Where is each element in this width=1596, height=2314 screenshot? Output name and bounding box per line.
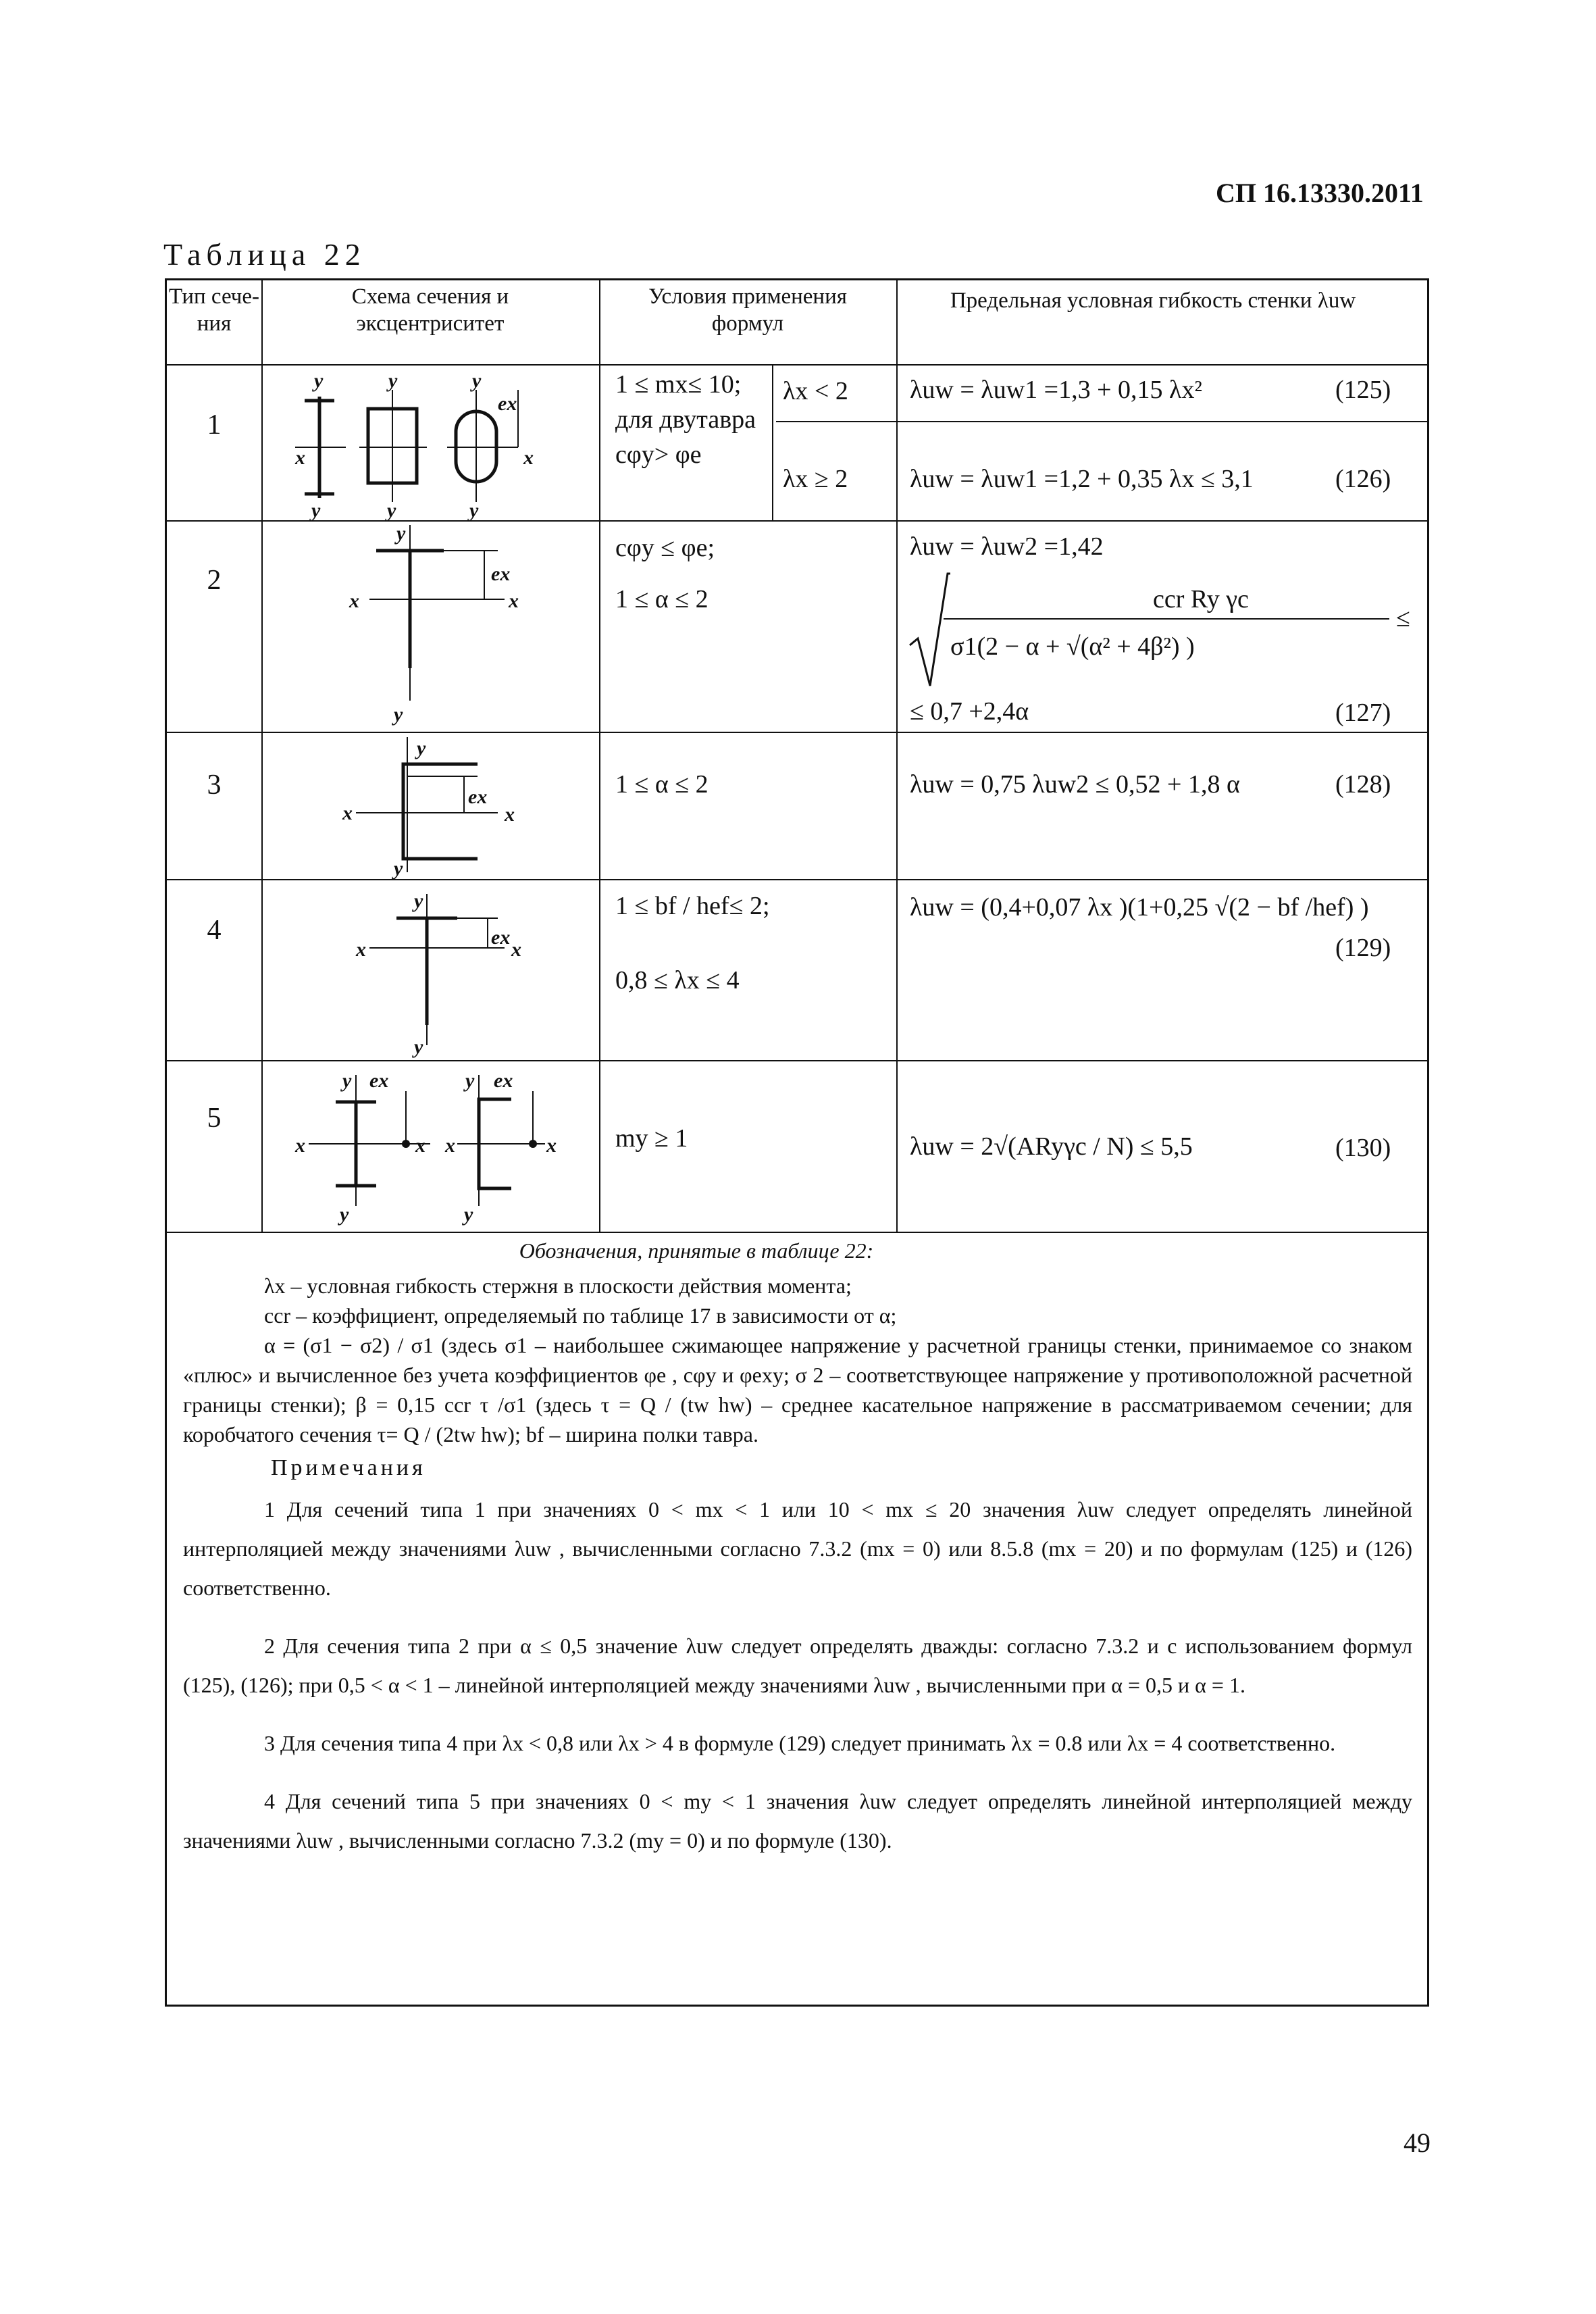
col-header-type: Тип сече- ния bbox=[168, 284, 259, 336]
table-22 bbox=[165, 278, 1429, 2007]
col-header-conditions: Условия применения формул bbox=[648, 284, 847, 336]
formula-130: λuw = 2√(ARyγc / N) ≤ 5,5 bbox=[910, 1132, 1193, 1161]
svg-text:y: y bbox=[394, 857, 403, 880]
remarks-title: Примечания bbox=[271, 1455, 426, 1480]
section-scheme-4 bbox=[356, 883, 572, 1059]
definition: ccr – коэффициент, определяемый по таблице 17 в зависимости от α; bbox=[264, 1303, 897, 1328]
eq-number: (130) bbox=[1335, 1134, 1391, 1162]
row1-subcondition: λx ≥ 2 bbox=[783, 465, 848, 493]
remark: 1 Для сечений типа 1 при значениях 0 < mx < 1 или 10 < mx ≤ 20 значения λuw следует определять линейной интерполяцией между значениями λuw , вычисленными согласно 7.3.2 (mx = 0) или 8.5.8 (mx = 20) и по формулам (125) и (126) соответственно. bbox=[183, 1497, 1412, 1600]
eq-number: (129) bbox=[1335, 934, 1391, 962]
svg-text:y: y bbox=[465, 1070, 475, 1092]
svg-text:y: y bbox=[387, 499, 396, 522]
svg-text:y: y bbox=[342, 1070, 352, 1092]
formula-129: λuw = (0,4+0,07 λx )(1+0,25 √(2 − bf /hef) ) bbox=[910, 893, 1369, 922]
svg-text:y: y bbox=[414, 1036, 423, 1058]
table-notes bbox=[183, 1230, 1412, 1879]
row1-subcondition: λx < 2 bbox=[783, 377, 848, 405]
page-number: 49 bbox=[1404, 2128, 1431, 2158]
svg-text:ex: ex bbox=[491, 563, 511, 585]
row3-condition: 1 ≤ α ≤ 2 bbox=[615, 770, 709, 799]
remark: 3 Для сечения типа 4 при λx < 0,8 или λx > 4 в формуле (129) следует принимать λx = 0.8 или λx = 4 соответственно. bbox=[264, 1731, 1336, 1755]
svg-text:ex: ex bbox=[468, 786, 488, 808]
svg-text:y: y bbox=[388, 370, 398, 392]
row-number: 3 bbox=[207, 770, 222, 801]
formula-127-top: λuw = λuw2 =1,42 bbox=[910, 532, 1104, 561]
row2-condition: cφy ≤ φe; bbox=[615, 534, 715, 562]
svg-text:y: y bbox=[340, 1203, 349, 1226]
svg-text:x: x bbox=[356, 938, 366, 961]
radical-icon bbox=[910, 571, 950, 693]
svg-text:y: y bbox=[311, 499, 321, 522]
svg-text:x: x bbox=[505, 803, 515, 826]
definition: λx – условная гибкость стержня в плоскости действия момента; bbox=[264, 1274, 852, 1298]
svg-text:y: y bbox=[414, 890, 423, 912]
row5-condition: my ≥ 1 bbox=[615, 1124, 688, 1153]
svg-text:x: x bbox=[445, 1134, 455, 1157]
svg-text:ex: ex bbox=[369, 1070, 389, 1092]
notes-heading: Обозначения, принятые в таблице 22: bbox=[519, 1238, 874, 1263]
row4-condition: 0,8 ≤ λx ≤ 4 bbox=[615, 966, 740, 995]
row2-condition: 1 ≤ α ≤ 2 bbox=[615, 585, 709, 613]
svg-text:x: x bbox=[511, 938, 521, 961]
svg-text:y: y bbox=[417, 737, 426, 759]
svg-text:y: y bbox=[472, 370, 482, 392]
remark: 2 Для сечения типа 2 при α ≤ 0,5 значение λuw следует определять дважды: согласно 7.3.2 и с использованием формул (125), (126); при 0,5 < α < 1 – линейной интерполяцией между значениями λuw , вычисленными при α = 0,5 и α = 1. bbox=[183, 1634, 1412, 1697]
formula-127-bottom: ≤ 0,7 +2,4α bbox=[910, 697, 1029, 726]
formula-127-numerator: ccr Ry γc bbox=[1153, 585, 1249, 613]
svg-text:y: y bbox=[314, 370, 324, 392]
row-number: 5 bbox=[207, 1103, 222, 1134]
row-number: 4 bbox=[207, 915, 222, 946]
col-header-scheme: Схема сечения и эксцентриситет bbox=[351, 284, 509, 336]
row1-condition: 1 ≤ mx≤ 10; для двутавра cφy> φe bbox=[615, 370, 756, 469]
formula-127-le: ≤ bbox=[1396, 604, 1410, 632]
row-number: 2 bbox=[207, 565, 222, 596]
svg-text:x: x bbox=[415, 1134, 426, 1157]
eq-number: (125) bbox=[1335, 376, 1391, 404]
section-scheme-1 bbox=[295, 370, 579, 522]
svg-text:x: x bbox=[546, 1134, 557, 1157]
svg-text:y: y bbox=[464, 1203, 473, 1226]
svg-text:x: x bbox=[349, 590, 359, 612]
svg-text:x: x bbox=[523, 447, 534, 469]
row-number: 1 bbox=[207, 409, 222, 441]
formula-125: λuw = λuw1 =1,3 + 0,15 λx² bbox=[910, 376, 1202, 404]
svg-text:y: y bbox=[394, 703, 403, 726]
svg-text:y: y bbox=[396, 522, 406, 545]
standard-code: СП 16.13330.2011 bbox=[1216, 178, 1424, 208]
formula-128: λuw = 0,75 λuw2 ≤ 0,52 + 1,8 α bbox=[910, 770, 1240, 799]
svg-text:x: x bbox=[295, 1134, 305, 1157]
table-caption: Таблица 22 bbox=[163, 237, 366, 272]
formula-126: λuw = λuw1 =1,2 + 0,35 λx ≤ 3,1 bbox=[910, 465, 1254, 493]
remark: 4 Для сечений типа 5 при значениях 0 < my < 1 значения λuw следует определять линейной интерполяцией между значениями λuw , вычисленными согласно 7.3.2 (my = 0) и по формуле (130). bbox=[183, 1789, 1412, 1853]
svg-text:ex: ex bbox=[498, 393, 517, 415]
svg-text:y: y bbox=[469, 499, 479, 522]
svg-text:ex: ex bbox=[491, 926, 511, 949]
formula-127-denominator: σ1(2 − α + √(α² + 4β²) ) bbox=[950, 632, 1195, 661]
svg-text:x: x bbox=[509, 590, 519, 612]
svg-text:x: x bbox=[342, 802, 353, 824]
section-scheme-2 bbox=[349, 522, 565, 728]
col-header-limit: Предельная условная гибкость стенки λuw bbox=[950, 288, 1356, 313]
svg-text:ex: ex bbox=[494, 1070, 513, 1092]
eq-number: (128) bbox=[1335, 770, 1391, 799]
svg-text:x: x bbox=[295, 447, 305, 469]
section-scheme-3 bbox=[342, 737, 572, 880]
row4-condition: 1 ≤ bf / hef≤ 2; bbox=[615, 892, 770, 920]
eq-number: (127) bbox=[1335, 699, 1391, 727]
eq-number: (126) bbox=[1335, 465, 1391, 493]
section-scheme-5 bbox=[295, 1064, 579, 1226]
definition: α = (σ1 − σ2) / σ1 (здесь σ1 – наибольшее сжимающее напряжение у расчетной границы стенки, принимаемое со знаком «плюс» и вычисленное без учета коэффициентов φe , cφy и φexy; σ 2 – соответствующее напряжение у противоположной расчетной границы стенки); β = 0,15 ccr τ /σ1 (здесь τ = Q / (tw hw) – среднее касательное напряжение в рассматриваемом сечении; для коробчатого сечения τ= Q / (2tw hw); bf – ширина полки тавра. bbox=[183, 1333, 1412, 1447]
